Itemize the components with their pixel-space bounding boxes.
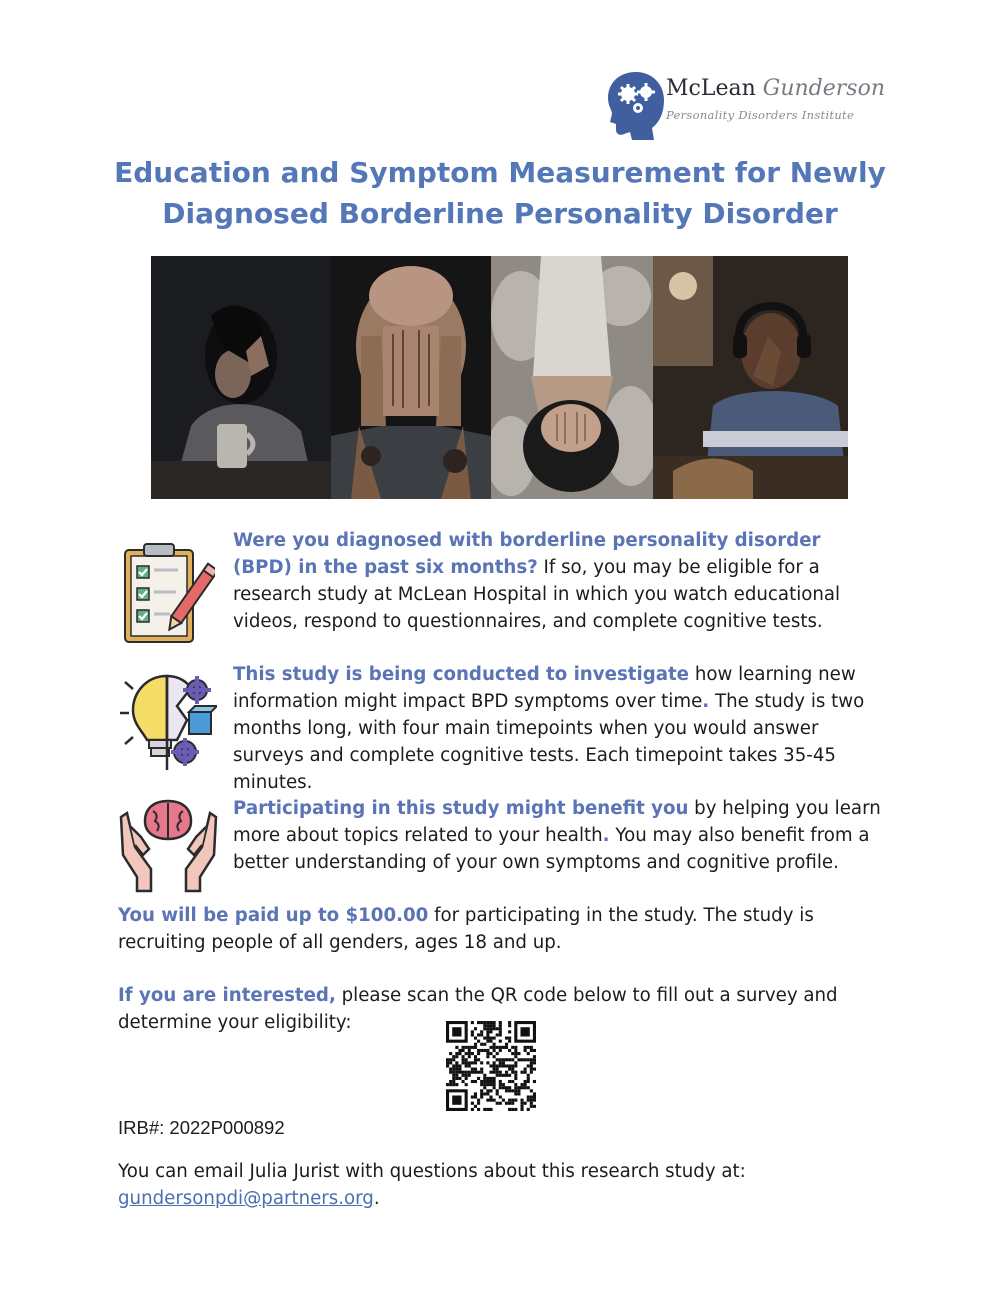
payment-paragraph: You will be paid up to $100.00 for participating in the study. The study is recruiting people of all genders, ages 18 and up. xyxy=(118,905,814,953)
man-covering-face-photo xyxy=(331,256,491,499)
benefit-paragraph: Participating in this study might benefit you by helping you learn more about topics related to your health. You may also benefit from a better understanding of your own symptoms and cognitive profile. xyxy=(233,798,881,873)
page-title: Education and Symptom Measurement for Newly Diagnosed Borderline Personality Disorder xyxy=(114,156,886,230)
man-with-headphones-photo xyxy=(653,256,848,499)
eligibility-paragraph: Were you diagnosed with borderline personality disorder (BPD) in the past six months? If so, you may be eligible for a research study at McLean Hospital in which you watch educational videos, respond to questionnaires, and complete cognitive tests. xyxy=(233,530,841,632)
contact-paragraph: You can email Julia Jurist with questions about this research study at: gundersonpdi@partners.org. xyxy=(118,1161,746,1209)
woman-at-table-photo xyxy=(151,256,331,499)
purpose-paragraph: This study is being conducted to investigate how learning new information might impact BPD symptoms over time. The study is two months long, with four main timepoints when you would answer surveys and complete cognitive tests. Each timepoint takes 35-45 minutes. xyxy=(233,664,865,793)
logo-subtitle: Personality Disorders Institute xyxy=(666,108,855,122)
hands-holding-brain-icon xyxy=(117,797,220,893)
woman-lying-on-fur-photo xyxy=(491,256,653,499)
qr-code-icon[interactable] xyxy=(446,1021,536,1111)
email-link[interactable]: gundersonpdi@partners.org xyxy=(118,1188,374,1209)
institute-logo xyxy=(606,70,886,140)
irb-number: IRB#: 2022P000892 xyxy=(118,1117,285,1138)
lightbulb-gears-icon xyxy=(117,668,217,773)
head-gears-icon xyxy=(606,70,666,140)
logo-name: McLean Gunderson xyxy=(666,76,886,101)
interest-paragraph: If you are interested, please scan the QR code below to fill out a survey and determine your eligibility: xyxy=(118,985,838,1033)
photo-strip xyxy=(151,256,848,499)
clipboard-checklist-icon xyxy=(120,540,215,644)
